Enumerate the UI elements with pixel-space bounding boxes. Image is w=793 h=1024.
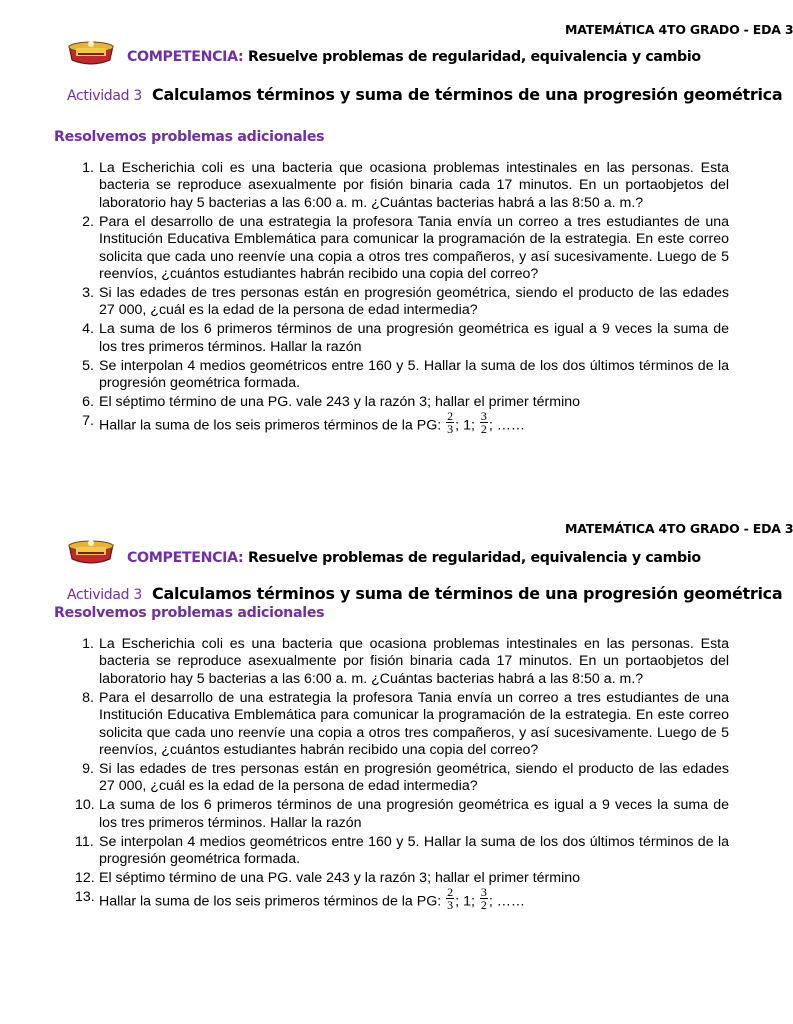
list-item: 4. La suma de los 6 primeros términos de una progresión geométrica es igual a 9 veces la suma de los tres primeros términos. Hallar la razón bbox=[82, 321, 729, 355]
list-item: 13. Hallar la suma de los seis primeros términos de la PG: $\frac{2}{3}$ ; 1; $\frac{3}{2}$ ; …… bbox=[75, 885, 526, 913]
school-logo-icon bbox=[66, 537, 116, 567]
problem-list bbox=[57, 160, 729, 440]
grade-header: MATEMÁTICA 4TO GRADO - EDA 3 bbox=[565, 521, 793, 536]
list-item: 2. Para el desarrollo de una estrategia la profesora Tania envía un correo a tres estudiantes de una Institución Educativa Emblemática para comunicar la programación de la estrategia. En este correo solicita que cada uno reenvíe una copia a otros tres compañeros, y así sucesivamente. Luego de 5 reenvíos, ¿cuántos estudiantes habrán recibido una copia del correo? bbox=[82, 213, 729, 283]
problem-list bbox=[57, 636, 729, 916]
list-item: 5. Se interpolan 4 medios geométricos entre 160 y 5. Hallar la suma de los dos últimos términos de la progresión geométrica formada. bbox=[82, 357, 729, 392]
section-subtitle: Resolvemos problemas adicionales bbox=[54, 129, 325, 145]
section-subtitle: Resolvemos problemas adicionales bbox=[54, 605, 325, 621]
fraction: $\frac{2}{3}$ bbox=[447, 885, 454, 913]
list-item: 7. Hallar la suma de los seis primeros términos de la PG: $\frac{2}{3}$ ; 1; $\frac{3}{2}$ ; …… bbox=[82, 409, 526, 437]
list-item: 10. La suma de los 6 primeros términos de una progresión geométrica es igual a 9 veces la suma de los tres primeros términos. Hallar la razón bbox=[75, 797, 729, 831]
list-item: 3. Si las edades de tres personas están en progresión geométrica, siendo el producto de las edades 27 000, ¿cuál es la edad de la persona de edad intermedia? bbox=[82, 285, 729, 319]
fraction: $\frac{3}{2}$ bbox=[480, 409, 487, 437]
list-item: 8. Para el desarrollo de una estrategia la profesora Tania envía un correo a tres estudiantes de una Institución Educativa Emblemática para comunicar la programación de la estrategia. En este correo solicita que cada uno reenvíe una copia a otros tres compañeros, y así sucesivamente. Luego de 5 reenvíos, ¿cuántos estudiantes habrán recibido una copia del correo? bbox=[82, 689, 729, 759]
competencia-line: COMPETENCIA: Resuelve problemas de regularidad, equivalencia y cambio bbox=[127, 550, 701, 566]
list-item: 11. Se interpolan 4 medios geométricos entre 160 y 5. Hallar la suma de los dos últimos términos de la progresión geométrica formada. bbox=[75, 833, 729, 868]
fraction: $\frac{2}{3}$ bbox=[447, 409, 454, 437]
list-item: 9. Si las edades de tres personas están en progresión geométrica, siendo el producto de las edades 27 000, ¿cuál es la edad de la persona de edad intermedia? bbox=[82, 761, 729, 795]
list-item: 1. La Escherichia coli es una bacteria que ocasiona problemas intestinales en las personas. Esta bacteria se reproduce asexualmente por fisión binaria cada 17 minutos. En un portaobjetos del laboratorio hay 5 bacterias a las 6:00 a. m. ¿Cuántas bacterias habrá a las 8:50 a. m.? bbox=[82, 160, 729, 211]
competencia-line: COMPETENCIA: Resuelve problemas de regularidad, equivalencia y cambio bbox=[127, 49, 701, 65]
list-item: 12. El séptimo término de una PG. vale 243 y la razón 3; hallar el primer término bbox=[75, 870, 581, 887]
activity-heading: Actividad 3 Calculamos términos y suma de términos de una progresión geométrica bbox=[67, 584, 783, 603]
fraction: $\frac{3}{2}$ bbox=[480, 885, 487, 913]
list-item: 6. El séptimo término de una PG. vale 243 y la razón 3; hallar el primer término bbox=[82, 394, 581, 411]
school-logo-icon bbox=[66, 38, 116, 68]
grade-header: MATEMÁTICA 4TO GRADO - EDA 3 bbox=[565, 22, 793, 37]
activity-heading: Actividad 3 Calculamos términos y suma de términos de una progresión geométrica bbox=[67, 85, 783, 104]
list-item: 1. La Escherichia coli es una bacteria que ocasiona problemas intestinales en las personas. Esta bacteria se reproduce asexualmente por fisión binaria cada 17 minutos. En un portaobjetos del laboratorio hay 5 bacterias a las 6:00 a. m. ¿Cuántas bacterias habrá a las 8:50 a. m.? bbox=[82, 636, 729, 687]
